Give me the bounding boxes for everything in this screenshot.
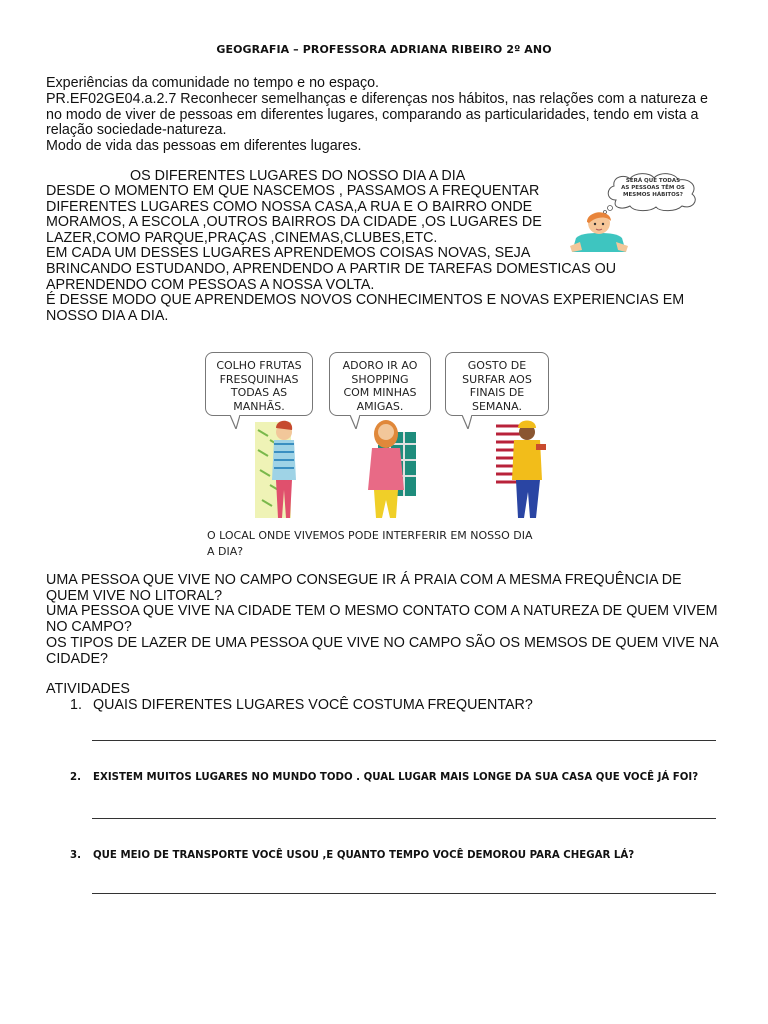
intro-line: no modo de viver de pessoas em diferentes lugares, comparando as particularidades, tendo em vista a — [46, 106, 699, 123]
intro-line: Experiências da comunidade no tempo e no espaço. — [46, 75, 380, 91]
bubble-line: GOSTO DE — [467, 359, 527, 372]
answer-line[interactable] — [92, 818, 716, 819]
body-line: NOSSO DIA A DIA. — [46, 307, 169, 324]
question-line: NO CAMPO? — [46, 619, 132, 636]
body-line: BRINCANDO ESTUDANDO, APRENDENDO A PARTIR DE TAREFAS DOMESTICAS OU — [46, 260, 617, 277]
bubble-line: MANHÃS. — [233, 399, 285, 413]
thought-line: SERÁ QUE TODAS — [625, 178, 681, 184]
body-line: É DESSE MODO QUE APRENDEMOS NOVOS CONHECIMENTOS E NOVAS EXPERIENCIAS EM — [46, 292, 685, 309]
bubble-line: SHOPPING — [351, 372, 409, 386]
activity-text: QUE MEIO DE TRANSPORTE VOCÊ USOU ,E QUANTO TEMPO VOCÊ DEMOROU PARA CHEGAR LÁ? — [93, 850, 635, 861]
question-line: QUEM VIVE NO LITORAL? — [46, 587, 223, 604]
bubble-line: SURFAR AOS — [462, 372, 532, 386]
thought-text — [614, 178, 692, 199]
reflection-questions — [46, 573, 736, 667]
answer-line[interactable] — [92, 893, 716, 894]
caption-line: O LOCAL ONDE VIVEMOS PODE INTERFERIR EM NOSSO DIA — [207, 529, 533, 542]
bubble-tail — [462, 415, 472, 429]
speech-bubble — [445, 352, 549, 416]
activity-number: 2. — [70, 772, 81, 783]
question-line: UMA PESSOA QUE VIVE NO CAMPO CONSEGUE IR Á PRAIA COM A MESMA FREQUÊNCIA DE — [46, 572, 682, 588]
thought-line: MESMOS HÁBITOS? — [623, 192, 683, 198]
answer-line[interactable] — [92, 740, 716, 741]
bubble-line: FRESQUINHAS — [219, 372, 299, 386]
bubble-line: FINAIS DE — [469, 386, 525, 399]
bubble-tail — [350, 415, 360, 429]
activity-number: 3. — [70, 850, 81, 861]
thinking-boy-illustration — [566, 208, 632, 252]
caption-line: A DIA? — [207, 544, 244, 558]
activity-item — [70, 697, 533, 713]
activity-number: 1. — [70, 697, 82, 713]
bubble-line: COLHO FRUTAS — [216, 359, 302, 372]
bubble-tail — [230, 415, 240, 429]
activities-title: ATIVIDADES — [46, 681, 130, 697]
intro-line: PR.EF02GE04.a.2.7 Reconhecer semelhanças e diferenças nos hábitos, nas relações com a natureza e — [46, 90, 709, 107]
question-line: OS TIPOS DE LAZER DE UMA PESSOA QUE VIVE NO CAMPO SÃO OS MEMSOS DE QUEM VIVE NA — [46, 634, 719, 651]
activity-item — [70, 772, 698, 783]
bubble-line: COM MINHAS — [343, 386, 417, 399]
speech-bubble — [205, 352, 313, 416]
bubble-line: AMIGAS. — [356, 399, 404, 413]
body-line: EM CADA UM DESSES LUGARES APRENDEMOS COISAS NOVAS, SEJA — [46, 245, 531, 262]
thought-line: AS PESSOAS TÊM OS — [621, 185, 685, 191]
body-line: DIFERENTES LUGARES COMO NOSSA CASA,A RUA E O BAIRRO ONDE — [46, 198, 533, 215]
activity-text: QUAIS DIFERENTES LUGARES VOCÊ COSTUMA FREQUENTAR? — [93, 697, 533, 713]
body-line: DESDE O MOMENTO EM QUE NASCEMOS , PASSAMOS A FREQUENTAR — [46, 183, 540, 199]
body-line: LAZER,COMO PARQUE,PRAÇAS ,CINEMAS,CLUBES,ETC. — [46, 229, 438, 246]
body-line: MORAMOS, A ESCOLA ,OUTROS BAIRROS DA CIDADE ,OS LUGARES DE — [46, 214, 542, 231]
intro-block — [46, 76, 726, 155]
body-line: APRENDENDO COM PESSOAS A NOSSA VOLTA. — [46, 276, 375, 293]
bubble-line: TODAS AS — [230, 386, 288, 399]
page-title: GEOGRAFIA – PROFESSORA ADRIANA RIBEIRO 2º ANO — [216, 43, 552, 56]
bubble-line: ADORO IR AO — [342, 359, 418, 372]
question-line: UMA PESSOA QUE VIVE NA CIDADE TEM O MESMO CONTATO COM A NATUREZA DE QUEM VIVEM — [46, 603, 718, 620]
activity-text: EXISTEM MUITOS LUGARES NO MUNDO TODO . QUAL LUGAR MAIS LONGE DA SUA CASA QUE VOCÊ JÁ FOI? — [93, 772, 699, 783]
activity-item — [70, 850, 634, 861]
illustration-caption — [207, 528, 567, 559]
intro-line: relação sociedade-natureza. — [46, 122, 227, 139]
question-line: CIDADE? — [46, 650, 108, 667]
speech-bubble — [329, 352, 431, 416]
text-title: OS DIFERENTES LUGARES DO NOSSO DIA A DIA — [130, 168, 466, 184]
intro-line: Modo de vida das pessoas em diferentes lugares. — [46, 138, 362, 155]
bubble-line: SEMANA. — [471, 399, 522, 413]
